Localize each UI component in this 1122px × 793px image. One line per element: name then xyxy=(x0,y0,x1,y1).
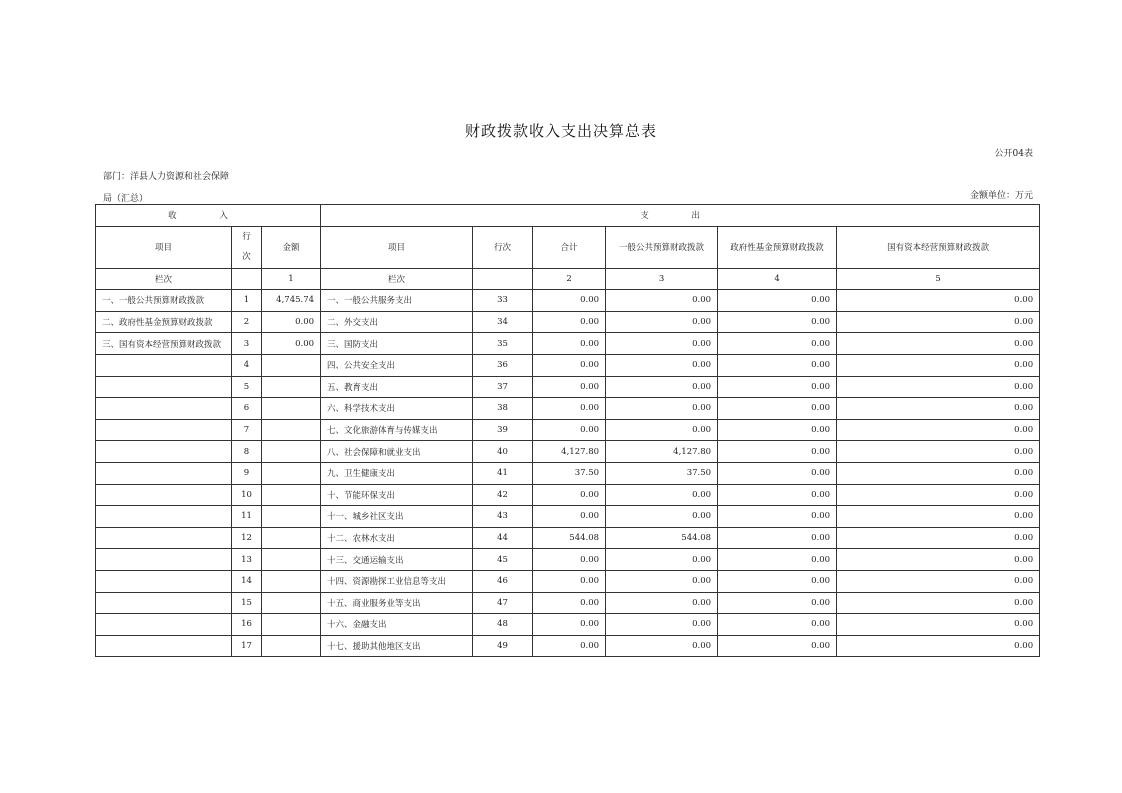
page-title: 财政拨款收入支出决算总表 xyxy=(464,122,657,140)
expense-item-cell: 二、外交支出 xyxy=(321,311,473,333)
table-row xyxy=(96,290,1040,312)
general-budget-cell: 0.00 xyxy=(606,506,718,528)
expense-row-no-cell: 34 xyxy=(473,311,533,333)
general-budget-cell: 0.00 xyxy=(606,290,718,312)
income-row-no-cell: 1 xyxy=(232,290,262,312)
total-cell: 0.00 xyxy=(533,506,606,528)
expense-item-cell: 十三、交通运输支出 xyxy=(321,549,473,571)
total-cell: 0.00 xyxy=(533,592,606,614)
total-cell: 0.00 xyxy=(533,549,606,571)
income-amount-cell: 0.00 xyxy=(262,333,321,355)
department-line-1: 部门：洋县人力资源和社会保障 xyxy=(103,172,230,182)
income-row-no-cell: 4 xyxy=(232,354,262,376)
total-cell: 544.08 xyxy=(533,527,606,549)
table-row xyxy=(96,484,1040,506)
income-row-no-cell: 9 xyxy=(232,462,262,484)
income-item-cell xyxy=(96,635,232,657)
expense-item-cell: 六、科学技术支出 xyxy=(321,398,473,420)
income-item-cell xyxy=(96,354,232,376)
total-cell: 0.00 xyxy=(533,290,606,312)
expense-row-no-cell: 41 xyxy=(473,462,533,484)
table-row xyxy=(96,333,1040,355)
income-row-no-cell: 10 xyxy=(232,484,262,506)
income-section-header xyxy=(96,205,321,227)
income-item-cell xyxy=(96,441,232,463)
table-row xyxy=(96,570,1040,592)
index-total: 2 xyxy=(533,268,606,290)
table-row xyxy=(96,614,1040,636)
income-amount-cell xyxy=(262,592,321,614)
general-budget-cell: 0.00 xyxy=(606,635,718,657)
income-item-cell xyxy=(96,592,232,614)
expense-item-cell: 十、节能环保支出 xyxy=(321,484,473,506)
expense-row-no-cell: 42 xyxy=(473,484,533,506)
state-capital-cell: 0.00 xyxy=(837,570,1040,592)
income-amount-cell xyxy=(262,354,321,376)
general-budget-cell: 0.00 xyxy=(606,549,718,571)
income-item-cell xyxy=(96,614,232,636)
state-capital-cell: 0.00 xyxy=(837,462,1040,484)
state-capital-cell: 0.00 xyxy=(837,441,1040,463)
general-budget-cell: 0.00 xyxy=(606,354,718,376)
income-amount-cell xyxy=(262,398,321,420)
government-fund-cell: 0.00 xyxy=(718,333,837,355)
income-row-no-cell: 16 xyxy=(232,614,262,636)
income-amount-cell xyxy=(262,570,321,592)
expense-item-cell: 四、公共安全支出 xyxy=(321,354,473,376)
state-capital-cell: 0.00 xyxy=(837,290,1040,312)
income-row-no-cell: 6 xyxy=(232,398,262,420)
income-amount-cell xyxy=(262,441,321,463)
table-row xyxy=(96,592,1040,614)
income-row-no-cell: 8 xyxy=(232,441,262,463)
government-fund-cell: 0.00 xyxy=(718,376,837,398)
state-capital-cell: 0.00 xyxy=(837,376,1040,398)
expense-item-cell: 十七、援助其他地区支出 xyxy=(321,635,473,657)
total-cell: 0.00 xyxy=(533,376,606,398)
income-item-cell xyxy=(96,506,232,528)
general-budget-cell: 4,127.80 xyxy=(606,441,718,463)
table-row xyxy=(96,419,1040,441)
general-budget-cell: 0.00 xyxy=(606,398,718,420)
state-capital-cell: 0.00 xyxy=(837,635,1040,657)
expense-item-cell: 十四、资源勘探工业信息等支出 xyxy=(321,570,473,592)
income-amount-cell xyxy=(262,419,321,441)
income-row-no-cell: 17 xyxy=(232,635,262,657)
col-government-fund: 政府性基金预算财政拨款 xyxy=(718,226,837,268)
expense-item-cell: 十五、商业服务业等支出 xyxy=(321,592,473,614)
expense-row-no-cell: 47 xyxy=(473,592,533,614)
table-row xyxy=(96,354,1040,376)
income-item-cell xyxy=(96,484,232,506)
index-general: 3 xyxy=(606,268,718,290)
column-header-row xyxy=(96,226,1040,268)
income-amount-cell: 4,745.74 xyxy=(262,290,321,312)
government-fund-cell: 0.00 xyxy=(718,441,837,463)
general-budget-cell: 0.00 xyxy=(606,592,718,614)
government-fund-cell: 0.00 xyxy=(718,462,837,484)
general-budget-cell: 0.00 xyxy=(606,570,718,592)
col-state-capital: 国有资本经营预算财政拨款 xyxy=(837,226,1040,268)
form-code: 公开04表 xyxy=(994,149,1033,159)
total-cell: 37.50 xyxy=(533,462,606,484)
table-row xyxy=(96,635,1040,657)
department-line-2: 局（汇总） xyxy=(103,194,149,204)
expense-row-no-cell: 37 xyxy=(473,376,533,398)
expense-row-no-cell: 45 xyxy=(473,549,533,571)
table-row xyxy=(96,462,1040,484)
government-fund-cell: 0.00 xyxy=(718,506,837,528)
expense-item-cell: 八、社会保障和就业支出 xyxy=(321,441,473,463)
income-section-label: 收 入 xyxy=(168,211,248,222)
section-header-row xyxy=(96,205,1040,227)
expense-row-no-cell: 44 xyxy=(473,527,533,549)
government-fund-cell: 0.00 xyxy=(718,549,837,571)
table-row xyxy=(96,376,1040,398)
index-amount: 1 xyxy=(262,268,321,290)
col-total: 合计 xyxy=(533,226,606,268)
total-cell: 4,127.80 xyxy=(533,441,606,463)
income-row-no-cell: 11 xyxy=(232,506,262,528)
col-expense-item: 项目 xyxy=(321,226,473,268)
expense-item-cell: 九、卫生健康支出 xyxy=(321,462,473,484)
expense-item-cell: 一、一般公共服务支出 xyxy=(321,290,473,312)
general-budget-cell: 0.00 xyxy=(606,376,718,398)
income-amount-cell xyxy=(262,376,321,398)
expense-row-no-cell: 49 xyxy=(473,635,533,657)
government-fund-cell: 0.00 xyxy=(718,398,837,420)
income-amount-cell xyxy=(262,614,321,636)
index-label-2: 栏次 xyxy=(321,268,473,290)
general-budget-cell: 544.08 xyxy=(606,527,718,549)
total-cell: 0.00 xyxy=(533,484,606,506)
index-state: 5 xyxy=(837,268,1040,290)
general-budget-cell: 0.00 xyxy=(606,311,718,333)
appropriation-summary-table xyxy=(95,204,1040,657)
government-fund-cell: 0.00 xyxy=(718,635,837,657)
government-fund-cell: 0.00 xyxy=(718,354,837,376)
income-item-cell: 二、政府性基金预算财政拨款 xyxy=(96,311,232,333)
income-item-cell xyxy=(96,549,232,571)
government-fund-cell: 0.00 xyxy=(718,484,837,506)
expense-row-no-cell: 35 xyxy=(473,333,533,355)
expense-item-cell: 十六、金融支出 xyxy=(321,614,473,636)
government-fund-cell: 0.00 xyxy=(718,614,837,636)
income-row-no-cell: 12 xyxy=(232,527,262,549)
col-income-item: 项目 xyxy=(96,226,232,268)
state-capital-cell: 0.00 xyxy=(837,614,1040,636)
income-amount-cell xyxy=(262,484,321,506)
table-row xyxy=(96,549,1040,571)
income-row-no-cell: 7 xyxy=(232,419,262,441)
table-row xyxy=(96,441,1040,463)
state-capital-cell: 0.00 xyxy=(837,311,1040,333)
state-capital-cell: 0.00 xyxy=(837,506,1040,528)
state-capital-cell: 0.00 xyxy=(837,419,1040,441)
general-budget-cell: 0.00 xyxy=(606,614,718,636)
income-amount-cell xyxy=(262,549,321,571)
expense-item-cell: 十一、城乡社区支出 xyxy=(321,506,473,528)
table-body xyxy=(96,290,1040,657)
table-row xyxy=(96,311,1040,333)
index-empty xyxy=(232,268,262,290)
total-cell: 0.00 xyxy=(533,354,606,376)
income-amount-cell xyxy=(262,462,321,484)
state-capital-cell: 0.00 xyxy=(837,333,1040,355)
total-cell: 0.00 xyxy=(533,635,606,657)
income-amount-cell: 0.00 xyxy=(262,311,321,333)
total-cell: 0.00 xyxy=(533,333,606,355)
income-row-no-cell: 15 xyxy=(232,592,262,614)
income-amount-cell xyxy=(262,527,321,549)
income-item-cell xyxy=(96,398,232,420)
state-capital-cell: 0.00 xyxy=(837,398,1040,420)
income-item-cell xyxy=(96,419,232,441)
expense-row-no-cell: 40 xyxy=(473,441,533,463)
general-budget-cell: 0.00 xyxy=(606,333,718,355)
expense-item-cell: 五、教育支出 xyxy=(321,376,473,398)
government-fund-cell: 0.00 xyxy=(718,592,837,614)
col-expense-row-no: 行次 xyxy=(473,226,533,268)
income-item-cell xyxy=(96,570,232,592)
income-row-no-cell: 3 xyxy=(232,333,262,355)
expense-item-cell: 三、国防支出 xyxy=(321,333,473,355)
expense-row-no-cell: 33 xyxy=(473,290,533,312)
total-cell: 0.00 xyxy=(533,570,606,592)
expense-section-label: 支 出 xyxy=(640,211,720,222)
government-fund-cell: 0.00 xyxy=(718,311,837,333)
state-capital-cell: 0.00 xyxy=(837,549,1040,571)
government-fund-cell: 0.00 xyxy=(718,527,837,549)
total-cell: 0.00 xyxy=(533,614,606,636)
expense-row-no-cell: 43 xyxy=(473,506,533,528)
government-fund-cell: 0.00 xyxy=(718,290,837,312)
total-cell: 0.00 xyxy=(533,398,606,420)
expense-row-no-cell: 38 xyxy=(473,398,533,420)
state-capital-cell: 0.00 xyxy=(837,527,1040,549)
government-fund-cell: 0.00 xyxy=(718,419,837,441)
expense-row-no-cell: 39 xyxy=(473,419,533,441)
index-empty-2 xyxy=(473,268,533,290)
col-income-amount: 金额 xyxy=(262,226,321,268)
government-fund-cell: 0.00 xyxy=(718,570,837,592)
col-general-budget: 一般公共预算财政拨款 xyxy=(606,226,718,268)
income-row-no-cell: 14 xyxy=(232,570,262,592)
expense-row-no-cell: 36 xyxy=(473,354,533,376)
amount-unit-label: 金额单位：万元 xyxy=(969,191,1033,201)
col-income-row-no xyxy=(232,226,262,268)
expense-row-no-cell: 48 xyxy=(473,614,533,636)
income-row-no-cell: 2 xyxy=(232,311,262,333)
state-capital-cell: 0.00 xyxy=(837,354,1040,376)
general-budget-cell: 0.00 xyxy=(606,484,718,506)
general-budget-cell: 37.50 xyxy=(606,462,718,484)
income-item-cell: 一、一般公共预算财政拨款 xyxy=(96,290,232,312)
state-capital-cell: 0.00 xyxy=(837,592,1040,614)
table-row xyxy=(96,398,1040,420)
state-capital-cell: 0.00 xyxy=(837,484,1040,506)
col-income-row-no-a: 行 xyxy=(242,232,251,243)
income-row-no-cell: 5 xyxy=(232,376,262,398)
expense-section-header xyxy=(321,205,1040,227)
total-cell: 0.00 xyxy=(533,419,606,441)
income-item-cell xyxy=(96,376,232,398)
expense-item-cell: 十二、农林水支出 xyxy=(321,527,473,549)
index-fund: 4 xyxy=(718,268,837,290)
general-budget-cell: 0.00 xyxy=(606,419,718,441)
index-label: 栏次 xyxy=(96,268,232,290)
income-item-cell xyxy=(96,462,232,484)
expense-row-no-cell: 46 xyxy=(473,570,533,592)
table-row xyxy=(96,527,1040,549)
income-item-cell: 三、国有资本经营预算财政拨款 xyxy=(96,333,232,355)
total-cell: 0.00 xyxy=(533,311,606,333)
col-income-row-no-b: 次 xyxy=(242,252,251,263)
column-index-row xyxy=(96,268,1040,290)
income-amount-cell xyxy=(262,506,321,528)
income-amount-cell xyxy=(262,635,321,657)
table-row xyxy=(96,506,1040,528)
income-row-no-cell: 13 xyxy=(232,549,262,571)
income-item-cell xyxy=(96,527,232,549)
expense-item-cell: 七、文化旅游体育与传媒支出 xyxy=(321,419,473,441)
